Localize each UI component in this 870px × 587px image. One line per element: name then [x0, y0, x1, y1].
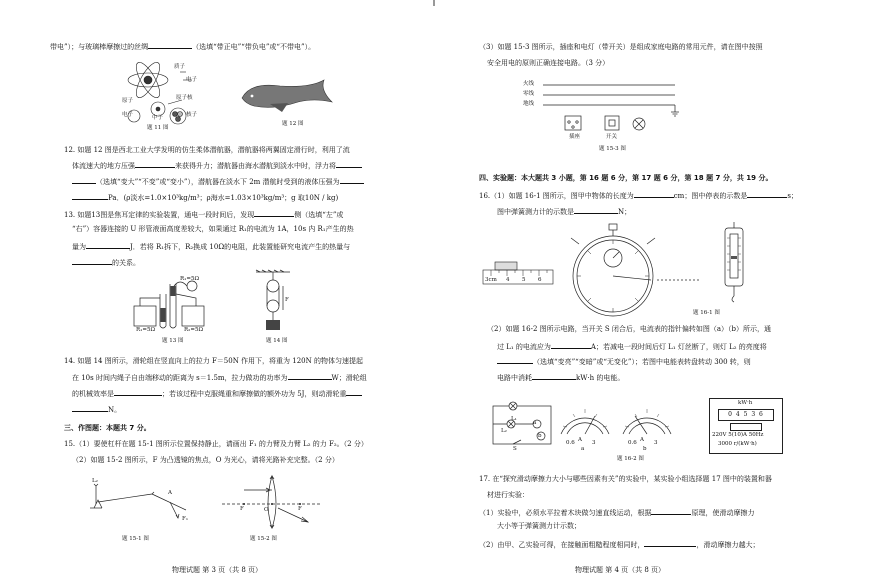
- left-page-footer: 物理试题 第 3 页（共 8 页）: [172, 566, 263, 575]
- ammeter-b: [619, 404, 675, 438]
- q16-line2: 图中弹簧测力计的示数是 N；: [497, 208, 632, 216]
- q17-line1: 17. 在“探究滑动摩擦力大小与哪些因素有关”的实验中，某实验小组选择题 17 图中的装置和器: [479, 475, 772, 483]
- answer-blank[interactable]: [346, 388, 362, 396]
- fig11-caption: 题 11 图: [147, 125, 169, 131]
- answer-blank[interactable]: [634, 190, 674, 198]
- answer-blank[interactable]: [72, 257, 112, 265]
- fig14-caption: 题 14 图: [266, 338, 288, 344]
- q12-line1: 12. 如题 12 图是西北工业大学发明的仿生柔体潜航器，潜航器将两翼固定滑行时，利用了流: [64, 146, 350, 154]
- q13-line3: 量为 J．若将 R₁拆下，R₂换成 10Ω的电阻，此装置能研究电流产生的热量与: [72, 243, 351, 251]
- fig16-2-label-a: a: [533, 420, 537, 426]
- fig16-2-label-b: b: [538, 433, 542, 439]
- q17-line3: （1）实验中，必须水平拉着木块做匀速直线运动，根据 原理，使滑动摩擦力: [479, 509, 755, 517]
- answer-blank[interactable]: [72, 404, 108, 412]
- answer-blank[interactable]: [497, 356, 533, 364]
- fig15-1-label-f1: F₁: [182, 516, 189, 522]
- right-page-footer: 物理试题 第 4 页（共 8 页）: [575, 566, 666, 575]
- q16-line1: 16.（1）如题 16-1 图所示，图甲中物体的长度为 cm；图中停表的示数是 s；: [479, 192, 798, 200]
- fig15-2-caption: 题 15-2 图: [250, 536, 277, 542]
- q16-2-line2: 过 L₁ 的电流应为 A；若减电一段时间后灯 L₁ 灯丝断了，则灯 L₂ 的亮度将: [497, 343, 767, 351]
- q11-tail: 带电”）；与玻璃棒摩擦过的丝绸 （选填“带正电”“带负电”或“不带电”）。: [50, 43, 316, 51]
- q14-line3: 的机械效率是 ；若该过程中克服绳重和摩擦做的额外功为 5J，则动滑轮重: [72, 388, 362, 399]
- q17-line2: 材进行实验：: [487, 491, 529, 499]
- q15-line1: 15.（1）要使杠杆在题 15-1 图所示位置保持静止，请画出 F₁ 的力臂及力臂 L₂ 的力 F₂。（2 分）: [64, 440, 368, 448]
- fig15-2-label-f-left: F: [240, 506, 244, 512]
- energy-meter-disc: [730, 423, 762, 431]
- ammeter-a-scale-high: 3: [592, 440, 596, 446]
- q16-2-line1: （2）如题 16-2 图所示电路，当开关 S 闭合后，电流表的指针偏转如图（a）（b）所示，通: [487, 325, 772, 333]
- answer-blank[interactable]: [148, 41, 192, 49]
- fig11-label-nucleus-top: 电子: [186, 77, 198, 83]
- ruler-tick-6: 6: [538, 277, 542, 283]
- answer-blank[interactable]: [72, 192, 108, 200]
- answer-blank[interactable]: [254, 209, 294, 217]
- answer-blank[interactable]: [651, 507, 691, 515]
- fig11-label-electron: 电子: [122, 112, 134, 118]
- household-circuit-diagram: [543, 82, 693, 140]
- section3-heading: 三、作图题：本题共 7 分。: [64, 424, 151, 432]
- q13-line4: 的关系。: [72, 257, 140, 268]
- fig16-2-label-switch: S: [513, 446, 517, 452]
- fig15-1-label-a: A: [168, 490, 172, 496]
- q15-3-line2: 安全用电的原则正确连接电路。（3 分）: [487, 59, 610, 67]
- q17-line4: 大小等于弹簧测力计示数；: [497, 522, 581, 530]
- q14-line1: 14. 如题 14 图所示，滑轮组在竖直向上的拉力 F＝50N 作用下，将重为 120N 的物体匀速提起: [64, 357, 363, 365]
- ruler-tick-3cm: 3cm: [485, 277, 497, 283]
- answer-blank[interactable]: [336, 160, 362, 168]
- fig15-3-caption: 题 15-3 图: [599, 146, 626, 152]
- spring-scale-diagram: [719, 222, 749, 302]
- fig16-2-caption: 题 16-2 图: [617, 456, 644, 462]
- fig11-label-nucleon: 核子: [186, 112, 198, 118]
- fig13-label-r1: R₁=5Ω: [136, 327, 156, 333]
- switch-label: 开关: [606, 134, 618, 140]
- fig11-label-proton: 质子: [174, 64, 186, 70]
- ammeter-b-symbol: A: [640, 437, 644, 443]
- q12-line2: 体流速大的地方压强 来获得升力；潜航器由海水潜航到淡水中时，浮力将: [72, 160, 362, 171]
- fig13-label-r1-top: R₁=5Ω: [180, 276, 200, 282]
- answer-blank[interactable]: [532, 372, 576, 380]
- fig16-1-caption: 题 16-1 图: [693, 310, 720, 316]
- convex-lens-diagram: [222, 474, 322, 530]
- ruler-tick-5: 5: [522, 277, 526, 283]
- fig13-caption: 题 13 图: [162, 338, 184, 344]
- ruler-diagram: [483, 262, 553, 288]
- energy-meter: [709, 398, 783, 454]
- parallel-circuit-diagram: [489, 400, 555, 450]
- ruler-tick-4: 4: [506, 277, 510, 283]
- fig14-label-force: F: [285, 297, 289, 303]
- ammeter-b-scale-low: 0.6: [628, 440, 637, 446]
- q14-line2: 在 10s 时间内绳子自由端移动的距离为 s＝1.5m，拉力做功的功率为 W；滑轮组: [72, 374, 367, 382]
- robot-fish-image: [240, 78, 335, 114]
- section4-heading: 四、实验题：本大题共 3 小题，第 16 题 6 分，第 17 题 6 分，第 18 题 7 分，共 19 分。: [479, 174, 773, 182]
- answer-blank[interactable]: [114, 388, 162, 396]
- live-wire-label: 火线: [523, 81, 535, 87]
- fig11-label-neutron: 中子: [152, 115, 164, 121]
- answer-blank[interactable]: [86, 241, 130, 249]
- stopwatch-diagram: [571, 224, 701, 314]
- answer-blank[interactable]: [340, 176, 364, 184]
- fig11-label-nucleus: 原子核: [176, 95, 193, 101]
- ammeter-b-caption: b: [643, 446, 647, 452]
- answer-blank[interactable]: [551, 341, 591, 349]
- answer-blank[interactable]: [72, 176, 96, 184]
- q17-line5: （2）由甲、乙实验可得，在接触面粗糙程度相同时， ，滑动摩擦力越大；: [479, 541, 760, 549]
- q12-line3: （选填“变大”“不变”或“变小”），潜航器在淡水下 2m 潜航时受到的液体压强为: [72, 176, 364, 187]
- ammeter-a: [557, 404, 613, 438]
- answer-blank[interactable]: [747, 190, 787, 198]
- fig16-2-label-l2: L₂: [501, 428, 507, 434]
- socket-label: 插座: [569, 134, 581, 140]
- ground-wire-label: 地线: [523, 101, 535, 107]
- energy-meter-digits: 0 4 5 3 6: [718, 409, 774, 421]
- right-page: [435, 0, 870, 587]
- ammeter-a-symbol: A: [578, 437, 582, 443]
- ammeter-a-caption: a: [581, 446, 585, 452]
- fig15-2-label-o: O: [264, 507, 269, 513]
- atom-diagram: [120, 60, 220, 128]
- energy-meter-spec2: 3000 r/(kW·h): [718, 441, 757, 447]
- q15-3-line1: （3）如题 15-3 图所示，插座和电灯（带开关）是组成家庭电路的常用元件，请在图中按照: [479, 43, 763, 51]
- answer-blank[interactable]: [288, 372, 332, 380]
- fig15-2-label-f-right: F: [298, 506, 302, 512]
- fig15-1-label-l2: L₂: [92, 478, 98, 484]
- q12-line4: Pa．(ρ淡水=1.0×10³kg/m³；ρ海水=1.03×10³kg/m³；g 取10N / kg): [72, 192, 338, 203]
- answer-blank[interactable]: [574, 206, 618, 214]
- q16-2-line3: （选填“变亮”“变暗”或“无变化”）；若图中电能表转盘转动 300 转，则: [497, 356, 751, 367]
- joule-law-apparatus: [130, 276, 210, 332]
- energy-meter-spec1: 220V 5(10)A 50Hz: [712, 432, 764, 438]
- q13-line1: 13. 如题13图是焦耳定律的实验装置，通电一段时间后，发现 侧（选填“左”或: [64, 211, 344, 219]
- q14-line4: N。: [72, 404, 121, 415]
- q13-line2: “右”）容器连接的 U 形管液面高度差较大，如果通过 R₁的电流为 1A，10s 内 R₁产生的热: [72, 225, 354, 233]
- pulley-block: [254, 270, 294, 338]
- q16-2-line4: 电路中消耗 kW·h 的电能。: [497, 374, 625, 382]
- neutral-wire-label: 零线: [523, 91, 535, 97]
- answer-blank[interactable]: [135, 160, 175, 168]
- ammeter-b-scale-high: 3: [654, 440, 658, 446]
- energy-meter-title: kW·h: [738, 400, 753, 406]
- answer-blank[interactable]: [644, 539, 696, 547]
- fig15-1-caption: 题 15-1 图: [122, 536, 149, 542]
- fig11-label-atom: 原子: [122, 98, 134, 104]
- ammeter-a-scale-low: 0.6: [566, 440, 575, 446]
- fig13-label-r2: R₂=5Ω: [184, 327, 204, 333]
- fig12-caption: 题 12 图: [282, 121, 304, 127]
- fig16-2-label-l1: L₁: [511, 416, 517, 422]
- q15-line2: （2）如题 15-2 图所示，F 为凸透镜的焦点，O 为光心，请将光路补充完整。（2 分）: [72, 456, 339, 464]
